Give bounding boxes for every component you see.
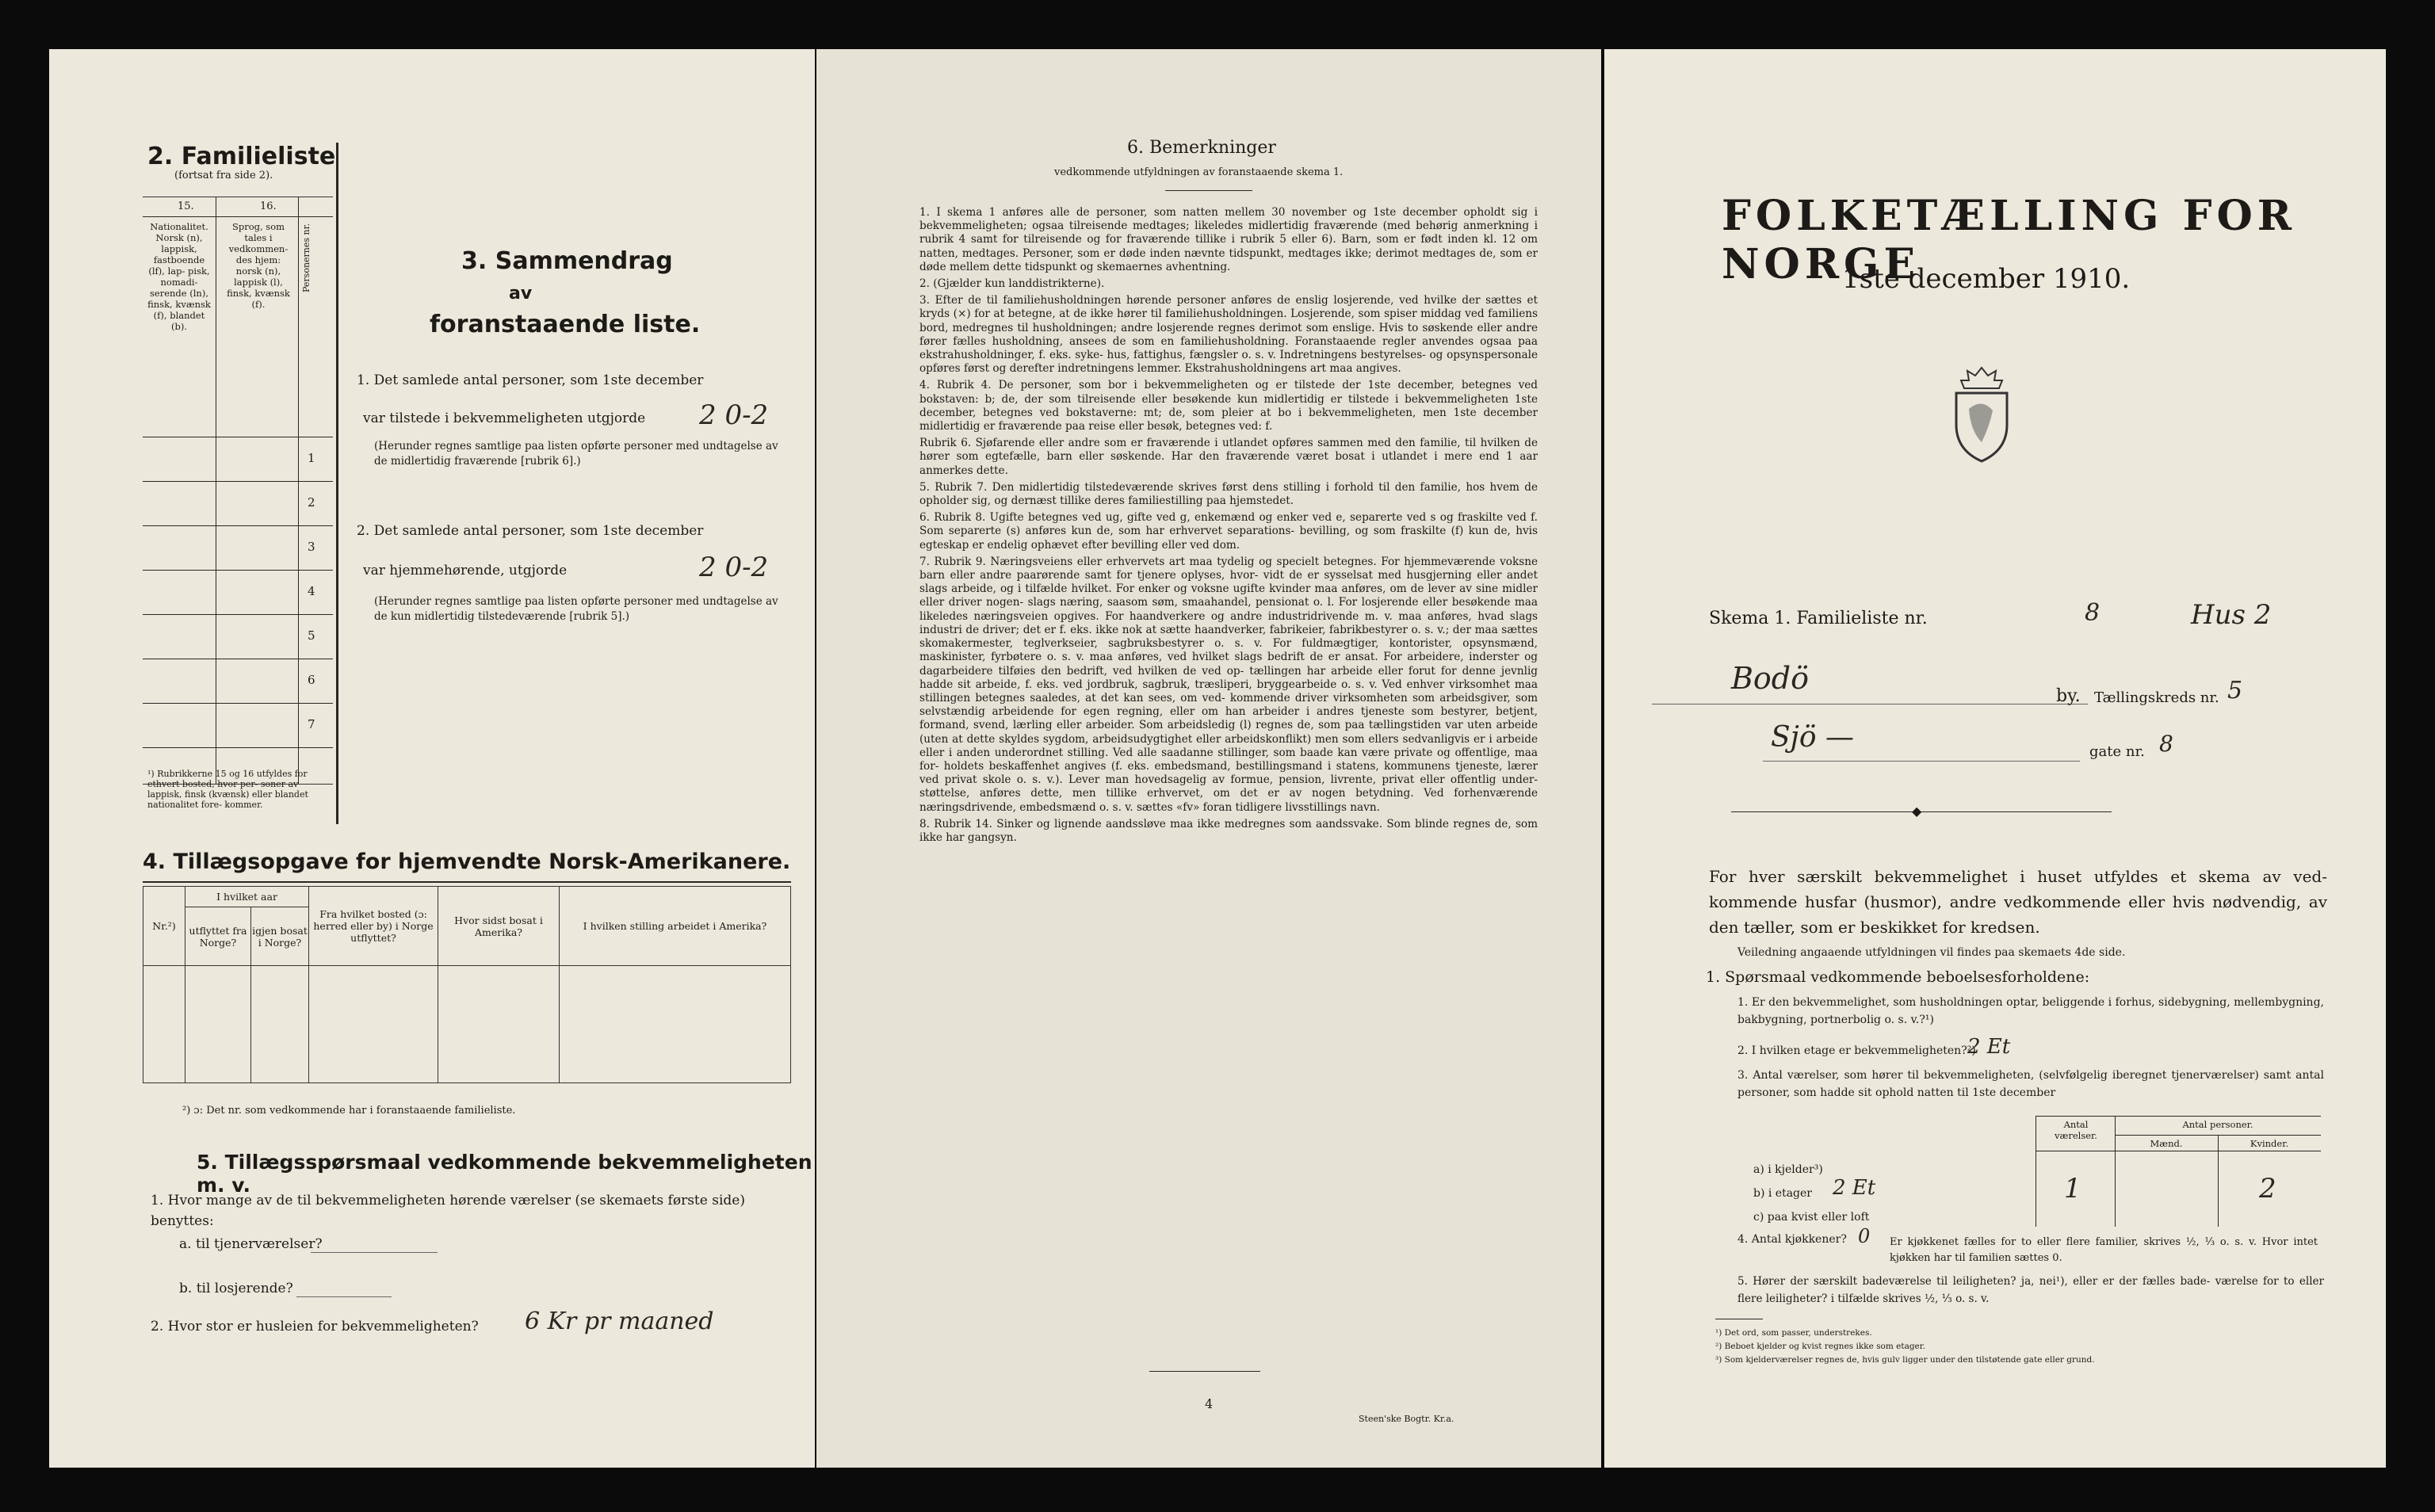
footnote-3: ³) Som kjelderværelser regnes de, hvis gulv ligger under den tilstøtende gate eller grund. [1715, 1355, 2095, 1365]
row-attic: c) paa kvist eller loft [1753, 1211, 1870, 1224]
intro-note: Veiledning angaaende utfyldningen vil findes paa skemaets 4de side. [1737, 946, 2126, 959]
skema-label: Skema 1. Familieliste nr. [1709, 609, 1928, 628]
summary-q2: 2. Det samlede antal personer, som 1ste december [357, 523, 704, 539]
row-number: 3 [308, 540, 315, 554]
question-3: 3. Antal værelser, som hører til bekvemmeligheten, (selvfølgelig iberegnet tjenerværelser) samt antal personer, som hadde sit ophold natten til 1ste december [1737, 1069, 2324, 1099]
servant-rooms-label: a. til tjenerværelser? [179, 1236, 323, 1252]
section-4-footnote: ²) ɔ: Det nr. som vedkommende har i foranstaaende familieliste. [182, 1105, 516, 1117]
census-title: FOLKETÆLLING FOR NORGE [1722, 192, 2297, 288]
col-16-label: 16. [260, 200, 277, 212]
right-page [1604, 49, 2386, 1468]
place-name: Bodö [1731, 661, 1810, 696]
row-number: 4 [308, 584, 315, 598]
col-where: Hvor sidst bosat i Amerika? [438, 887, 560, 966]
rooms-question: 1. Hvor mange av de til bekvemmeligheten hørende værelser (se skemaets første side) benyttes: [151, 1193, 745, 1229]
rent-value: 6 Kr pr maaned [525, 1308, 714, 1335]
remarks-title: 6. Bemerkninger [1127, 138, 1276, 158]
men-col: Mænd. [2150, 1138, 2183, 1149]
lodger-rooms-label: b. til losjerende? [179, 1281, 293, 1296]
question-1: 1. Er den bekvemmelighet, som husholdningen optar, beliggende i forhus, sidebygning, mellembygning, bakbygning, portnerbolig o. s. v.?¹) [1737, 996, 2324, 1026]
house-number: Hus 2 [2191, 599, 2272, 631]
footnotes [1715, 1327, 2095, 1367]
summary-q1-value: 2 0-2 [699, 399, 769, 431]
page-number: 4 [1205, 1396, 1214, 1411]
section-5-title: 5. Tillægsspørsmaal vedkommende bekvemmeligheten m. v. [197, 1151, 812, 1197]
summary-q2-note: (Herunder regnes samtlige paa listen opførte personer med undtagelse av de kun midlertidig tilstedeværende [rubrik 5].) [374, 595, 778, 623]
rooms-table [2036, 1116, 2321, 1227]
col-from: Fra hvilket bosted (ɔ: herred eller by) i Norge utflyttet? [309, 887, 438, 966]
women-value: 2 [2259, 1173, 2276, 1205]
rent-question: 2. Hvor stor er husleien for bekvemmeligheten? [151, 1319, 479, 1334]
intro-text: For hver særskilt bekvemmelighet i huset utfyldes et skema av ved- kommende husfar (husmor), andre vedkommende eller hvis nødvendig, av den tæller, som er beskikket for kredsen. [1709, 867, 2327, 937]
col-position: I hvilken stilling arbeidet i Amerika? [560, 887, 791, 966]
row-floors: b) i etager [1753, 1187, 1812, 1200]
question-2: 2. I hvilken etage er bekvemmeligheten?²) [1737, 1044, 1976, 1057]
gate-number: 8 [2159, 731, 2173, 757]
summary-q1: 1. Det samlede antal personer, som 1ste december [357, 372, 704, 388]
ornament-icon: ◆ [1912, 804, 1922, 819]
middle-page [816, 49, 1601, 1468]
section-4-title: 4. Tillægsopgave for hjemvendte Norsk-Amerikanere. [143, 850, 791, 874]
rooms-value: 1 [2064, 1173, 2081, 1205]
section-3-subtitle: foranstaaende liste. [430, 311, 701, 338]
remark-4b: Rubrik 6. Sjøfarende eller andre som er fraværende i utlandet opføres sammen med den familie, til hvilken de hører som egtefælle, barn eller søskende. Har den fraværende været bosat i utlandet i mere end 1 aar anmerkes dette. [919, 437, 1538, 477]
remark-5: 5. Rubrik 7. Den midlertidig tilstedeværende skrives først dens stilling i forhold til den familie, hos hvem de opholder sig, og dernæst tillike deres familiestilling paa hjemstedet. [919, 480, 1538, 508]
question-5: 5. Hører der særskilt badeværelse til leiligheten? ja, nei¹), eller er der fælles bade- værelse for to eller flere leiligheter? i tilfælde skrives ½, ⅓ o. s. v. [1737, 1275, 2324, 1305]
footnote-1: ¹) Det ord, som passer, understrekes. [1715, 1328, 1872, 1338]
remark-2: 2. (Gjælder kun landdistrikterne). [919, 277, 1105, 291]
remark-4: 4. Rubrik 4. De personer, som bor i bekvemmeligheten og er tilstede der 1ste december, betegnes ved bokstaven: b; de, der som tilreisende eller besøkende kun midlertidig er tilstede i bekvemmeligheten 1ste december, betegnes ved bokstaverne: mt; de, som pleier at bo i bekvemmeligheten, men 1ste december midlertidig er fraværende paa reise eller besøk, betegnes ved: f. [919, 379, 1538, 433]
row-number: 2 [308, 495, 315, 510]
remark-6: 6. Rubrik 8. Ugifte betegnes ved ug, gifte ved g, enkemænd og enker ved e, separerte ved s og fraskilte ved f. Som separerte (s) anføres kun de, som har erhvervet separations- bevilling, og som fraskilte (f) kun de, hvis egteskap er endelig ophævet efter bevilling eller ved dom. [919, 511, 1538, 552]
row-floors-value: 2 Et [1833, 1176, 1876, 1200]
row-basement: a) i kjelder³) [1753, 1163, 1823, 1176]
nationality-header: Nationalitet. Norsk (n), lappisk, fastboende (lf), lap- pisk, nomadi- serende (ln), finsk, kvænsk (f), blandet (b). [147, 221, 211, 332]
women-col: Kvinder. [2250, 1138, 2289, 1149]
family-list-table [143, 197, 333, 785]
row-number: 6 [308, 673, 315, 687]
questions-heading: 1. Spørsmaal vedkommende beboelsesforholdene: [1706, 968, 2090, 986]
kitchens-value: 0 [1858, 1225, 1871, 1247]
question-4-note: Er kjøkkenet fælles for to eller flere familier, skrives ½, ⅓ o. s. v. Hvor intet kjøkken har til familien sættes 0. [1890, 1236, 2318, 1264]
table-row-line [143, 525, 333, 526]
rooms-col: Antal værelser. [2055, 1119, 2097, 1141]
district-number: 5 [2227, 677, 2243, 704]
norsk-amerikanere-table [143, 886, 791, 1083]
coat-of-arms-icon [1942, 363, 2021, 466]
summary-q1-label: var tilstede i bekvemmeligheten utgjorde [363, 410, 646, 426]
question-4: 4. Antal kjøkkener? [1737, 1233, 1847, 1246]
remark-8: 8. Rubrik 14. Sinker og lignende aandssløve maa ikke medregnes som aandssvake. Som blinde regnes de, som ikke har gangsyn. [919, 817, 1538, 844]
section-3-title: 3. Sammendrag [461, 247, 673, 275]
language-header: Sprog, som tales i vedkommen- des hjem: norsk (n), lappisk (l), finsk, kvænsk (f). [227, 221, 290, 310]
row-number: 1 [308, 451, 315, 465]
census-date: 1ste december 1910. [1842, 263, 2131, 295]
col-year: I hvilket aar [185, 887, 309, 907]
section-2-subtitle: (fortsat fra side 2). [174, 170, 273, 181]
table-row-line [143, 747, 333, 748]
remark-1: 1. I skema 1 anføres alle de personer, som natten mellem 30 november og 1ste december opholdt sig i bekvemmeligheten; ogsaa tilreisende medtages; likeledes midlertidig fraværende (med behørig anmerkning i rubrik 4 samt for tilreisende og for fraværende tillike i rubrik 5 eller 6). Barn, som er født inden kl. 12 om natten, medtages. Personer, som er døde inden nævnte tidspunkt, medtages ikke; derimot medtages de, som er døde mellem dette tidspunkt og skemaernes avhentning. [919, 206, 1538, 273]
row-number: 7 [308, 717, 315, 731]
section-3-av: av [509, 284, 533, 304]
section-2-title: 2. Familieliste [147, 143, 336, 170]
remark-7: 7. Rubrik 9. Næringsveiens eller erhvervets art maa tydelig og specielt betegnes. For hjemmeværende voksne barn eller andre paarørende samt for tjenere oplyses, hvor- vidt de er sysselsat med husgjerning eller andet slags arbeide, og i tilfælde hvilket. For enker og voksne ugifte kvinder maa anføres, om de lever av sine midler eller driver nogen- slags næring, saasom søm, smaahandel, pensionat o. l. For losjerende eller besøkende maa likeledes næringsveien opgives. For haandverkere og andre industridrivende m. v. maa anføres, hvad slags industri de driver; det er f. eks. ikke nok at sætte haandverker, fabrikeier, fabrikbestyrer o. s. v.; der maa sættes skomakermester, teglverkseier, sagbruksbestyrer o. s. v. For fuldmægtiger, kontorister, opsynsmænd, maskinister, fyrbøtere o. s. v. maa anføres, ved hvilket slags bedrift de er ansat. For arbeidere, inderster og dagarbeidere tilføies den bedrift, ved hvilken de ved op- tællingen har arbeide eller forut for denne jevnlig hadde sit arbeide, f. eks. ved jordbruk, sagbruk, træsliperi, bryggearbeide o. s. v. Ved enhver virksomhet maa stillingen betegnes saaledes, at det kan sees, om ved- kommende driver virksomheten som arbeidsgiver, som selvstændig arbeidende for egen regning, eller om han arbeider i andres tjeneste som bestyrer, betjent, formand, svend, lærling eller arbeider. Som arbeidsledig (l) regnes de, som paa tællingstiden var uten arbeide (uten at dette skyldes sygdom, arbeidsudygtighet eller arbeidskonflikt) men som ellers sedvanligvis er i arbeide eller i anden underordnet stilling. Ved alle saadanne stillinger, som baade kan være private og offentlige, maa for- holdets beskaffenhet angives (f. eks. embedsmand, bestillingsmand i statens, kommunens tjeneste, lærer ved privat skole o. s. v.). Lever man hovedsagelig av formue, pension, livrente, privat eller offentlig under- støttelse, anføres dette, men tillike erhvervet, om det er av nogen betydning. Ved forhenværende næringsdrivende, embedsmænd o. s. v. sættes «fv» foran tidligere livsstillings navn. [919, 555, 1538, 814]
summary-q2-label: var hjemmehørende, utgjorde [363, 563, 568, 578]
remarks-body [919, 206, 1538, 848]
familieliste-number: 8 [2085, 599, 2101, 627]
col-returned: igjen bosat i Norge? [251, 907, 309, 966]
floor-value: 2 Et [1967, 1035, 2011, 1059]
gate-label: gate nr. [2089, 743, 2145, 760]
footnote-2: ²) Beboet kjelder og kvist regnes ikke som etager. [1715, 1342, 1925, 1351]
table-row-line [143, 703, 333, 704]
remark-3: 3. Efter de til familiehusholdningen hørende personer anføres de enslig losjerende, ved hvilke der sættes et kryds (×) for at betegne, at de ikke hører til familiehusholdningen. Losjerende, som spiser middag ved familiens bord, medregnes til husholdningen; andre losjerende regnes derimot som enslige. Hvis to søskende eller andre fører fælles husholdning, ansees de som en familiehusholdning. Foranstaaende regler anvendes ogsaa paa ekstrahusholdninger, f. eks. syke- hus, fattighus, fængsler o. s. v. Indretningens bestyrelses- og opsynspersonale opføres først og derefter indretningens lemmer. Ekstrahusholdningens art maa angives. [919, 294, 1538, 376]
summary-q2-value: 2 0-2 [699, 552, 769, 583]
col-emigrated: utflyttet fra Norge? [185, 907, 251, 966]
district-label: Tællingskreds nr. [2094, 689, 2219, 706]
section-2-footnote: ¹) Rubrikkerne 15 og 16 utfyldes for ethvert bosted, hvor per- soner av lappisk, finsk (kvænsk) eller blandet nationalitet fore- kommer. [147, 769, 308, 810]
by-label: by. [2056, 686, 2081, 706]
row-number: 5 [308, 628, 315, 643]
table-row-line [143, 570, 333, 571]
street-name: Sjö — [1771, 721, 1854, 754]
left-page [49, 49, 815, 1468]
col-15-label: 15. [178, 200, 194, 212]
printer-mark: Steen'ske Bogtr. Kr.a. [1359, 1414, 1455, 1424]
summary-q1-note: (Herunder regnes samtlige paa listen opførte personer med undtagelse av de midlertidig fraværende [rubrik 6].) [374, 440, 778, 468]
remarks-subtitle: vedkommende utfyldningen av foranstaaende skema 1. [1054, 166, 1344, 178]
table-row-line [143, 614, 333, 615]
table-row-line [143, 481, 333, 482]
persons-col: Antal personer. [2182, 1119, 2253, 1130]
col-nr: Nr.²) [143, 887, 185, 966]
person-number-header: Personernes nr. [301, 223, 312, 292]
